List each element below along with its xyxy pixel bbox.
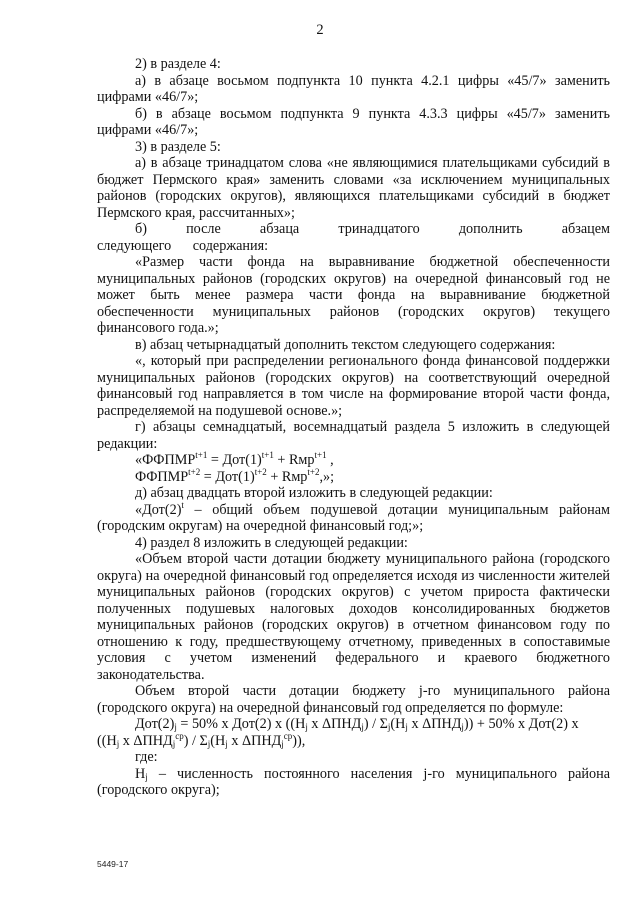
formula-text: х ΔПНД [307,716,362,732]
formula-text: ) / Σ [183,732,208,749]
formula-sup: ср [283,730,293,741]
formula-sub: j [172,738,176,749]
formula-line-1 [135,452,610,469]
formula-text: )), [292,732,306,749]
quote-regional-fund: «, который при распределении регионального фонда финансовой поддержки муниципальных районов (городских округов) на соответствующий очередной финансовый год направляется в том числе на формирование второй части фонда, распределяемой на подушевой основе.»; [97,353,610,419]
hj-sub: j [145,771,148,782]
item-4a: а) в абзаце восьмом подпункта 10 пункта 4.2.1 цифры «45/7» заменить цифрами «46/7»; [97,72,610,105]
formula-text: Дот(2) [135,716,175,732]
formula-text: , [326,452,334,468]
formula-sup: t+1 [261,450,274,460]
document-body [97,56,610,799]
formula-intro: Объем второй части дотации бюджету j-го муниципального района (городского округа) на очередной финансовый год определяется по формуле: [97,683,610,716]
formula-sub: j [116,738,120,749]
dot2-definition: – общий объем подушевой дотации муниципальным районам (городским округам) на очередной финансовый год;»; [97,501,610,534]
item-5c: в) абзац четырнадцатый дополнить текстом следующего содержания: [135,336,556,353]
formula-text: ((H [97,732,117,749]
hj-symbol: H [135,765,146,782]
formula-text: «ФФПМР [135,452,196,468]
formula-text: ) / Σ [363,716,388,732]
formula-sup: t+2 [307,466,320,477]
item-4b: б) в абзаце восьмом подпункта 9 пункта 4.3.3 цифры «45/7» заменить цифрами «46/7»; [97,105,610,138]
formula-main-line-2 [97,730,610,750]
item-5d: г) абзацы семнадцатый, восемнадцатый раздела 5 изложить в следующей редакции: [97,419,610,452]
hj-definition [97,766,610,799]
hj-text: – численность постоянного населения j-го муниципального района (городского округа); [97,765,610,798]
quote-dot2 [97,499,610,535]
formula-sub: j [225,738,228,749]
formula-text: + Rмр [266,468,308,485]
formula-sub: j [461,722,464,732]
formula-text: = Дот(1) [200,468,255,485]
formula-sub: j [207,738,211,749]
formula-text: = 50% х Дот(2) х ((H [176,716,306,732]
formula-text: + Rмр [273,452,315,468]
item-5b: б) после абзаца тринадцатого дополнить абзацем следующего содержания: [97,221,610,254]
quote-fund-size: «Размер части фонда на выравнивание бюджетной обеспеченности муниципальных районов (городских округов) на очередной финансовый год не может быть менее размера части фонда на выравнивание бюджетной обеспеченности муниципальных районов (городских округов) текущего финансового года.»; [97,254,610,336]
formula-text: )) + 50% х Дот(2) х [463,716,579,732]
formula-sub: j [305,722,308,732]
formula-sub: j [174,722,177,732]
item-section-8: 4) раздел 8 изложить в следующей редакции: [135,534,408,551]
page-number: 2 [316,22,324,38]
formula-text: х ΔПНД [407,716,462,732]
item-section-4: 2) в разделе 4: [135,56,221,72]
formula-sub: j [361,722,364,732]
formula-main-line-1 [135,716,610,733]
formula-dot2j [97,716,610,733]
quote-second-part: «Объем второй части дотации бюджету муниципального района (городского округа) на очередной финансовый год определяется исходя из численности жителей муниципальных районов (городских округов) с учетом прироста фактически полученных подушевых налоговых доходов консолидированных бюджетов муниципальных районов (городских округов) в отчетном финансовом году по отношению к году, предшествующему отчетному, приведенных в сопоставимые условия с учетом изменений федерального и краевого бюджетного законодательства. [97,551,610,683]
formula-sup: t+2 [188,466,201,477]
formula-text: = Дот(1) [207,452,262,468]
formula-line-2 [135,466,610,486]
where-label: где: [135,749,158,765]
formula-sub: j [387,722,391,732]
document-code: 5449-17 [97,859,129,869]
dot2-symbol: «Дот(2) [135,501,182,518]
formula-sup: ср [175,730,184,741]
formula-text: (H [210,732,226,749]
item-section-5: 3) в разделе 5: [135,138,221,155]
formula-text: х ΔПНД [227,732,282,749]
formula-sub: j [405,722,408,732]
formula-text: х ΔПНД [119,732,173,749]
formula-sup: t+1 [195,450,208,460]
dot2-sup: t [181,499,184,510]
formula-sup: t+1 [314,450,327,460]
item-5e: д) абзац двадцать второй изложить в следующей редакции: [135,485,493,501]
formula-text: (H [390,716,406,732]
formula-sup: t+2 [254,466,267,477]
formula-ffpmr [97,452,610,485]
formula-text: ФФПМР [135,468,189,485]
item-5a: а) в абзаце тринадцатом слова «не являющимися плательщиками субсидий в бюджет Пермского края» заменить словами «за исключением муниципальных районов (городских округов), являющихся плательщиками субсидий в бюджет Пермского края, рассчитанных»; [97,155,610,221]
formula-sub: j [281,738,284,749]
formula-text: ,»; [319,468,335,485]
